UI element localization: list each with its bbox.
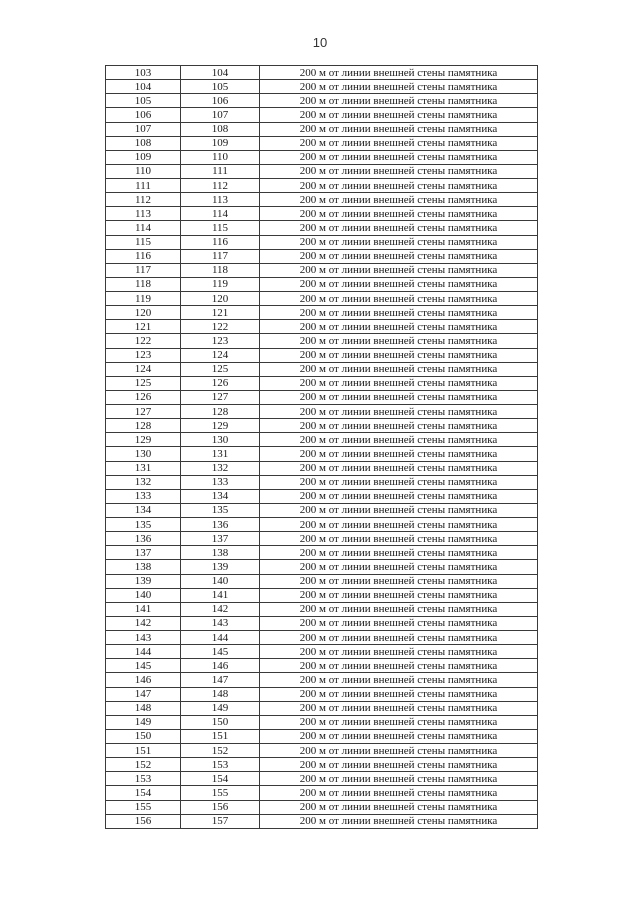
point-from-cell: 116 (106, 249, 181, 263)
description-cell: 200 м от линии внешней стены памятника (260, 744, 538, 758)
point-to-cell: 120 (181, 292, 260, 306)
point-to-cell: 154 (181, 772, 260, 786)
point-from-cell: 133 (106, 489, 181, 503)
table-body (106, 66, 538, 829)
point-to-cell: 127 (181, 390, 260, 404)
table-row (106, 334, 538, 348)
point-to-cell: 113 (181, 193, 260, 207)
table-row (106, 475, 538, 489)
point-to-cell: 104 (181, 66, 260, 80)
point-from-cell: 144 (106, 645, 181, 659)
point-to-cell: 134 (181, 489, 260, 503)
point-to-cell: 151 (181, 729, 260, 743)
point-to-cell: 126 (181, 376, 260, 390)
point-to-cell: 131 (181, 447, 260, 461)
point-from-cell: 114 (106, 221, 181, 235)
table-row (106, 80, 538, 94)
table-row (106, 405, 538, 419)
point-to-cell: 156 (181, 800, 260, 814)
table-row (106, 786, 538, 800)
point-from-cell: 129 (106, 433, 181, 447)
point-to-cell: 128 (181, 405, 260, 419)
table-row (106, 518, 538, 532)
description-cell: 200 м от линии внешней стены памятника (260, 800, 538, 814)
table-row (106, 66, 538, 80)
description-cell: 200 м от линии внешней стены памятника (260, 489, 538, 503)
table-row (106, 348, 538, 362)
point-to-cell: 149 (181, 701, 260, 715)
point-to-cell: 150 (181, 715, 260, 729)
table-row (106, 249, 538, 263)
point-to-cell: 106 (181, 94, 260, 108)
point-from-cell: 122 (106, 334, 181, 348)
point-to-cell: 139 (181, 560, 260, 574)
point-to-cell: 115 (181, 221, 260, 235)
point-from-cell: 115 (106, 235, 181, 249)
point-from-cell: 110 (106, 164, 181, 178)
point-to-cell: 124 (181, 348, 260, 362)
point-to-cell: 132 (181, 461, 260, 475)
point-to-cell: 112 (181, 179, 260, 193)
description-cell: 200 м от линии внешней стены памятника (260, 701, 538, 715)
point-from-cell: 136 (106, 532, 181, 546)
point-to-cell: 137 (181, 532, 260, 546)
table-row (106, 687, 538, 701)
point-from-cell: 105 (106, 94, 181, 108)
description-cell: 200 м от линии внешней стены памятника (260, 814, 538, 828)
table-row (106, 814, 538, 828)
table-row (106, 277, 538, 291)
description-cell: 200 м от линии внешней стены памятника (260, 786, 538, 800)
point-to-cell: 125 (181, 362, 260, 376)
point-from-cell: 135 (106, 518, 181, 532)
table-row (106, 207, 538, 221)
description-cell: 200 м от линии внешней стены памятника (260, 645, 538, 659)
point-to-cell: 155 (181, 786, 260, 800)
point-from-cell: 109 (106, 150, 181, 164)
description-cell: 200 м от линии внешней стены памятника (260, 179, 538, 193)
point-to-cell: 118 (181, 263, 260, 277)
table-row (106, 715, 538, 729)
table-row (106, 122, 538, 136)
description-cell: 200 м от линии внешней стены памятника (260, 164, 538, 178)
point-to-cell: 140 (181, 574, 260, 588)
point-from-cell: 141 (106, 602, 181, 616)
point-to-cell: 110 (181, 150, 260, 164)
point-to-cell: 143 (181, 616, 260, 630)
point-from-cell: 150 (106, 729, 181, 743)
point-from-cell: 149 (106, 715, 181, 729)
table-row (106, 419, 538, 433)
point-from-cell: 137 (106, 546, 181, 560)
point-to-cell: 146 (181, 659, 260, 673)
point-to-cell: 129 (181, 419, 260, 433)
description-cell: 200 м от линии внешней стены памятника (260, 66, 538, 80)
description-cell: 200 м от линии внешней стены памятника (260, 729, 538, 743)
description-cell: 200 м от линии внешней стены памятника (260, 136, 538, 150)
point-to-cell: 152 (181, 744, 260, 758)
table-row (106, 489, 538, 503)
point-to-cell: 130 (181, 433, 260, 447)
table-row (106, 235, 538, 249)
point-from-cell: 142 (106, 616, 181, 630)
point-to-cell: 141 (181, 588, 260, 602)
table-row (106, 306, 538, 320)
description-cell: 200 м от линии внешней стены памятника (260, 94, 538, 108)
table-row (106, 164, 538, 178)
description-cell: 200 м от линии внешней стены памятника (260, 546, 538, 560)
table-row (106, 179, 538, 193)
boundary-points-table (105, 65, 538, 829)
point-to-cell: 135 (181, 503, 260, 517)
point-from-cell: 134 (106, 503, 181, 517)
point-to-cell: 136 (181, 518, 260, 532)
point-to-cell: 138 (181, 546, 260, 560)
table-row (106, 136, 538, 150)
point-to-cell: 133 (181, 475, 260, 489)
description-cell: 200 м от линии внешней стены памятника (260, 376, 538, 390)
description-cell: 200 м от линии внешней стены памятника (260, 433, 538, 447)
table-row (106, 546, 538, 560)
description-cell: 200 м от линии внешней стены памятника (260, 405, 538, 419)
table-row (106, 574, 538, 588)
description-cell: 200 м от линии внешней стены памятника (260, 715, 538, 729)
point-from-cell: 104 (106, 80, 181, 94)
point-to-cell: 153 (181, 758, 260, 772)
table-row (106, 645, 538, 659)
description-cell: 200 м от линии внешней стены памятника (260, 277, 538, 291)
table-row (106, 390, 538, 404)
table-row (106, 320, 538, 334)
point-from-cell: 155 (106, 800, 181, 814)
table-row (106, 673, 538, 687)
table-row (106, 744, 538, 758)
description-cell: 200 м от линии внешней стены памятника (260, 122, 538, 136)
point-to-cell: 105 (181, 80, 260, 94)
description-cell: 200 м от линии внешней стены памятника (260, 80, 538, 94)
point-from-cell: 156 (106, 814, 181, 828)
description-cell: 200 м от линии внешней стены памятника (260, 475, 538, 489)
description-cell: 200 м от линии внешней стены памятника (260, 518, 538, 532)
description-cell: 200 м от линии внешней стены памятника (260, 631, 538, 645)
point-from-cell: 143 (106, 631, 181, 645)
point-from-cell: 113 (106, 207, 181, 221)
table-row (106, 447, 538, 461)
table-row (106, 150, 538, 164)
table-row (106, 588, 538, 602)
table-row (106, 758, 538, 772)
point-from-cell: 108 (106, 136, 181, 150)
page-number: 10 (312, 35, 328, 50)
table-row (106, 221, 538, 235)
point-to-cell: 117 (181, 249, 260, 263)
description-cell: 200 м от линии внешней стены памятника (260, 447, 538, 461)
point-from-cell: 125 (106, 376, 181, 390)
description-cell: 200 м от линии внешней стены памятника (260, 334, 538, 348)
point-from-cell: 119 (106, 292, 181, 306)
point-from-cell: 138 (106, 560, 181, 574)
point-from-cell: 151 (106, 744, 181, 758)
description-cell: 200 м от линии внешней стены памятника (260, 292, 538, 306)
point-to-cell: 145 (181, 645, 260, 659)
point-to-cell: 116 (181, 235, 260, 249)
table-row (106, 560, 538, 574)
point-to-cell: 114 (181, 207, 260, 221)
point-to-cell: 148 (181, 687, 260, 701)
table-row (106, 362, 538, 376)
point-from-cell: 103 (106, 66, 181, 80)
description-cell: 200 м от линии внешней стены памятника (260, 673, 538, 687)
point-from-cell: 121 (106, 320, 181, 334)
point-from-cell: 112 (106, 193, 181, 207)
table-row (106, 376, 538, 390)
description-cell: 200 м от линии внешней стены памятника (260, 574, 538, 588)
description-cell: 200 м от линии внешней стены памятника (260, 560, 538, 574)
description-cell: 200 м от линии внешней стены памятника (260, 263, 538, 277)
point-to-cell: 107 (181, 108, 260, 122)
point-from-cell: 126 (106, 390, 181, 404)
point-from-cell: 147 (106, 687, 181, 701)
description-cell: 200 м от линии внешней стены памятника (260, 390, 538, 404)
description-cell: 200 м от линии внешней стены памятника (260, 362, 538, 376)
description-cell: 200 м от линии внешней стены памятника (260, 687, 538, 701)
point-to-cell: 144 (181, 631, 260, 645)
description-cell: 200 м от линии внешней стены памятника (260, 235, 538, 249)
point-from-cell: 152 (106, 758, 181, 772)
description-cell: 200 м от линии внешней стены памятника (260, 150, 538, 164)
table-row (106, 800, 538, 814)
point-from-cell: 123 (106, 348, 181, 362)
point-from-cell: 132 (106, 475, 181, 489)
point-from-cell: 111 (106, 179, 181, 193)
point-from-cell: 131 (106, 461, 181, 475)
point-from-cell: 146 (106, 673, 181, 687)
point-from-cell: 154 (106, 786, 181, 800)
point-from-cell: 139 (106, 574, 181, 588)
description-cell: 200 м от линии внешней стены памятника (260, 249, 538, 263)
table-row (106, 772, 538, 786)
table-row (106, 94, 538, 108)
table-row (106, 503, 538, 517)
point-from-cell: 130 (106, 447, 181, 461)
point-from-cell: 153 (106, 772, 181, 786)
description-cell: 200 м от линии внешней стены памятника (260, 193, 538, 207)
point-to-cell: 122 (181, 320, 260, 334)
table-row (106, 701, 538, 715)
point-from-cell: 140 (106, 588, 181, 602)
description-cell: 200 м от линии внешней стены памятника (260, 772, 538, 786)
description-cell: 200 м от линии внешней стены памятника (260, 348, 538, 362)
point-from-cell: 120 (106, 306, 181, 320)
point-from-cell: 145 (106, 659, 181, 673)
point-to-cell: 108 (181, 122, 260, 136)
description-cell: 200 м от линии внешней стены памятника (260, 320, 538, 334)
table-row (106, 108, 538, 122)
table-row (106, 602, 538, 616)
description-cell: 200 м от линии внешней стены памятника (260, 221, 538, 235)
point-from-cell: 117 (106, 263, 181, 277)
description-cell: 200 м от линии внешней стены памятника (260, 602, 538, 616)
table-row (106, 263, 538, 277)
description-cell: 200 м от линии внешней стены памятника (260, 588, 538, 602)
point-to-cell: 109 (181, 136, 260, 150)
table-row (106, 193, 538, 207)
point-to-cell: 147 (181, 673, 260, 687)
point-to-cell: 157 (181, 814, 260, 828)
description-cell: 200 м от линии внешней стены памятника (260, 616, 538, 630)
point-from-cell: 106 (106, 108, 181, 122)
point-from-cell: 107 (106, 122, 181, 136)
point-from-cell: 127 (106, 405, 181, 419)
description-cell: 200 м от линии внешней стены памятника (260, 758, 538, 772)
description-cell: 200 м от линии внешней стены памятника (260, 503, 538, 517)
point-to-cell: 111 (181, 164, 260, 178)
table-row (106, 659, 538, 673)
point-from-cell: 118 (106, 277, 181, 291)
table-row (106, 532, 538, 546)
table-row (106, 461, 538, 475)
table-row (106, 729, 538, 743)
description-cell: 200 м от линии внешней стены памятника (260, 461, 538, 475)
description-cell: 200 м от линии внешней стены памятника (260, 306, 538, 320)
point-from-cell: 124 (106, 362, 181, 376)
point-from-cell: 128 (106, 419, 181, 433)
table-row (106, 292, 538, 306)
point-to-cell: 121 (181, 306, 260, 320)
table-row (106, 433, 538, 447)
description-cell: 200 м от линии внешней стены памятника (260, 207, 538, 221)
point-to-cell: 119 (181, 277, 260, 291)
table-row (106, 616, 538, 630)
description-cell: 200 м от линии внешней стены памятника (260, 419, 538, 433)
point-from-cell: 148 (106, 701, 181, 715)
table-row (106, 631, 538, 645)
description-cell: 200 м от линии внешней стены памятника (260, 659, 538, 673)
point-to-cell: 123 (181, 334, 260, 348)
point-to-cell: 142 (181, 602, 260, 616)
description-cell: 200 м от линии внешней стены памятника (260, 108, 538, 122)
description-cell: 200 м от линии внешней стены памятника (260, 532, 538, 546)
